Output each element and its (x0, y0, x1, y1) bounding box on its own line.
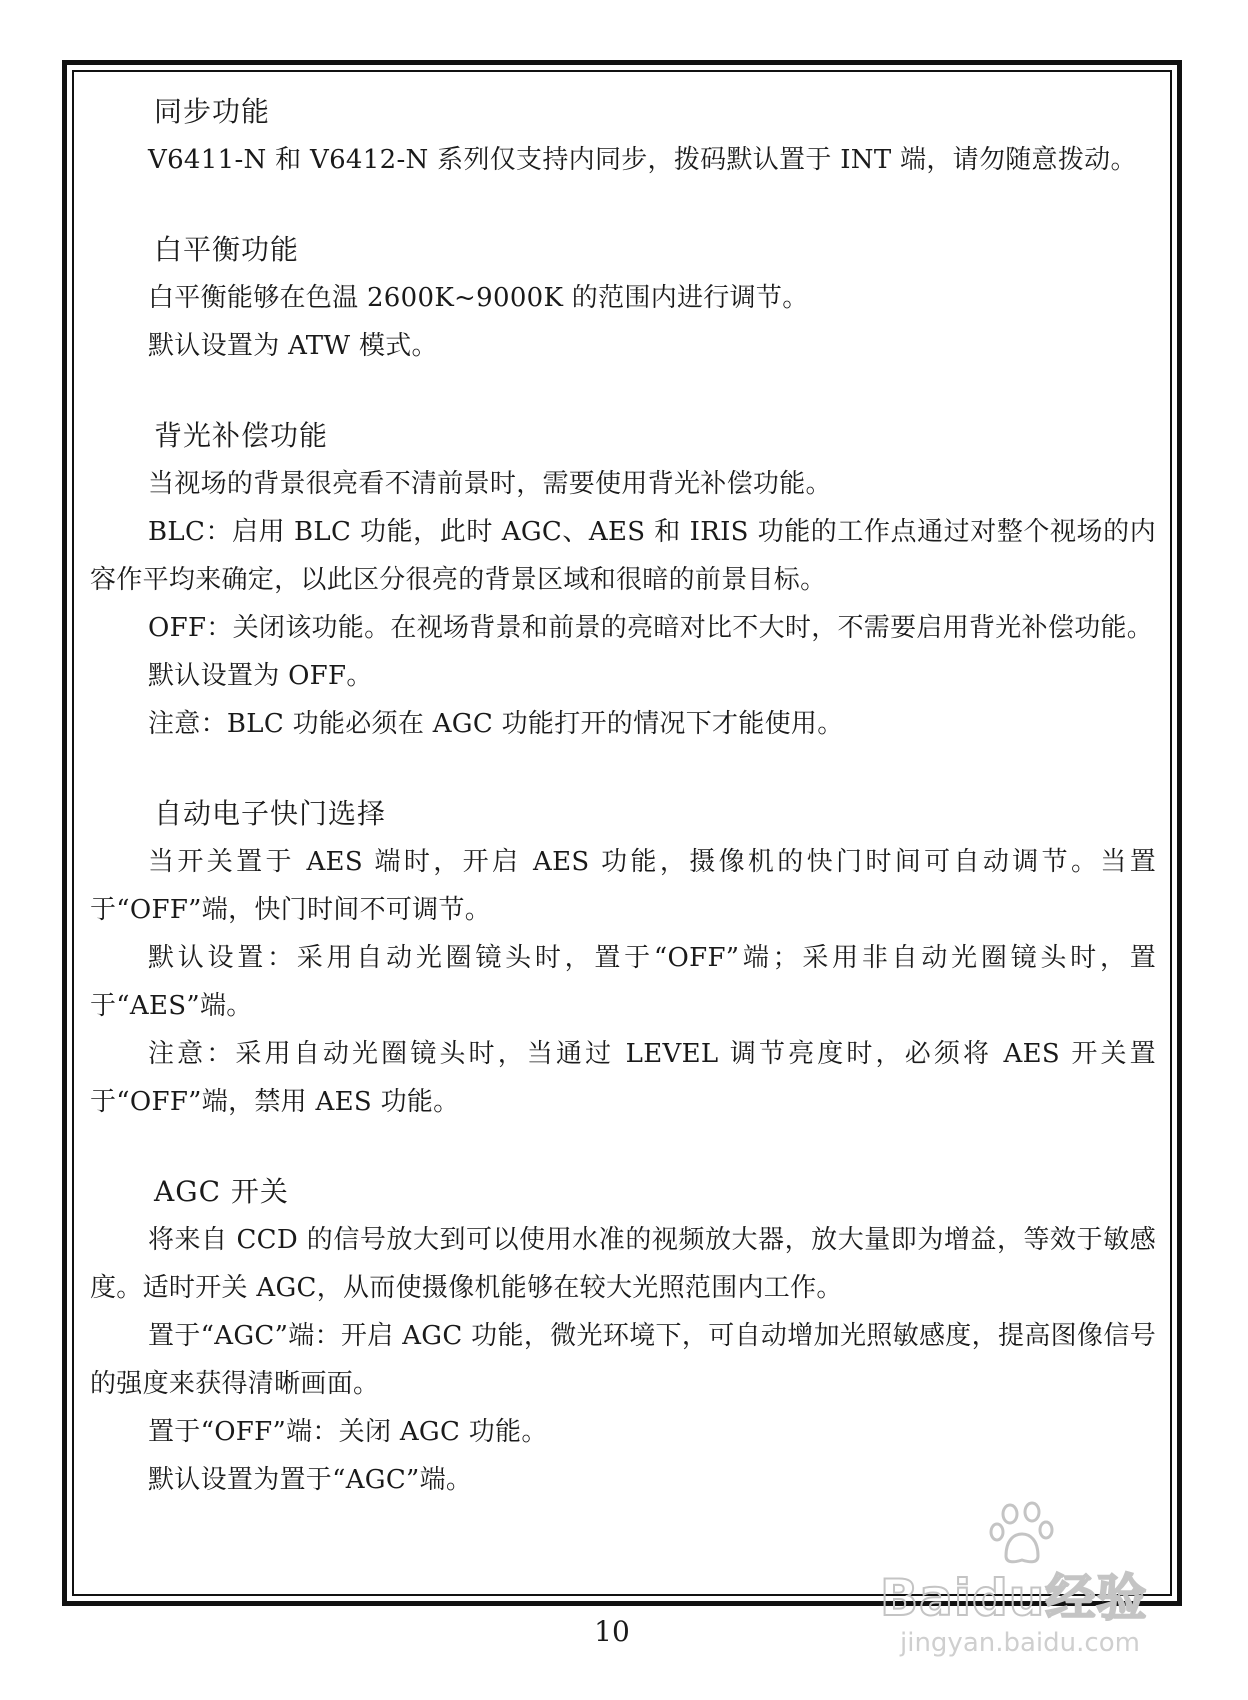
section-auto-shutter (90, 790, 1156, 1126)
page-content (90, 88, 1156, 1504)
paragraph: 白平衡能够在色温 2600K~9000K 的范围内进行调节。 (148, 283, 809, 313)
paragraph: 默认设置为 ATW 模式。 (148, 331, 438, 361)
section-heading: 自动电子快门选择 (154, 797, 387, 830)
paragraph: 默认设置为 OFF。 (148, 661, 373, 691)
section-heading: 背光补偿功能 (154, 419, 329, 452)
section-heading: 白平衡功能 (154, 233, 300, 266)
paragraph: 置于“AGC”端：开启 AGC 功能，微光环境下，可自动增加光照敏感度，提高图像信号的强度来获得清晰画面。 (90, 1321, 1156, 1399)
section-agc-switch (90, 1168, 1156, 1504)
paragraph: V6411-N 和 V6412-N 系列仅支持内同步，拨码默认置于 INT 端，请勿随意拨动。 (148, 145, 1137, 175)
section-backlight-compensation (90, 412, 1156, 748)
paragraph: OFF：关闭该功能。在视场背景和前景的亮暗对比不大时，不需要启用背光补偿功能。 (148, 613, 1154, 643)
paragraph: 当开关置于 AES 端时，开启 AES 功能，摄像机的快门时间可自动调节。当置于“OFF”端，快门时间不可调节。 (90, 847, 1156, 925)
paragraph: 将来自 CCD 的信号放大到可以使用水准的视频放大器，放大量即为增益，等效于敏感度。适时开关 AGC，从而使摄像机能够在较大光照范围内工作。 (90, 1225, 1156, 1303)
watermark-logo-text: Baidu经验 (880, 1569, 1148, 1627)
paragraph: 默认设置为置于“AGC”端。 (148, 1465, 473, 1495)
section-white-balance (90, 226, 1156, 370)
watermark-url: jingyan.baidu.com (900, 1628, 1140, 1658)
paragraph: 注意：BLC 功能必须在 AGC 功能打开的情况下才能使用。 (148, 709, 844, 739)
section-heading: 同步功能 (154, 95, 271, 128)
paragraph: 当视场的背景很亮看不清前景时，需要使用背光补偿功能。 (148, 469, 832, 499)
paragraph: BLC：启用 BLC 功能，此时 AGC、AES 和 IRIS 功能的工作点通过对整个视场的内容作平均来确定，以此区分很亮的背景区域和很暗的前景目标。 (90, 517, 1156, 595)
paragraph: 默认设置：采用自动光圈镜头时，置于“OFF”端；采用非自动光圈镜头时，置于“AES”端。 (90, 943, 1156, 1021)
section-heading: AGC 开关 (154, 1175, 289, 1208)
paragraph: 注意：采用自动光圈镜头时，当通过 LEVEL 调节亮度时，必须将 AES 开关置于“OFF”端，禁用 AES 功能。 (90, 1039, 1156, 1117)
section-sync (90, 88, 1156, 184)
paragraph: 置于“OFF”端：关闭 AGC 功能。 (148, 1417, 548, 1447)
page-number: 10 (594, 1615, 630, 1648)
